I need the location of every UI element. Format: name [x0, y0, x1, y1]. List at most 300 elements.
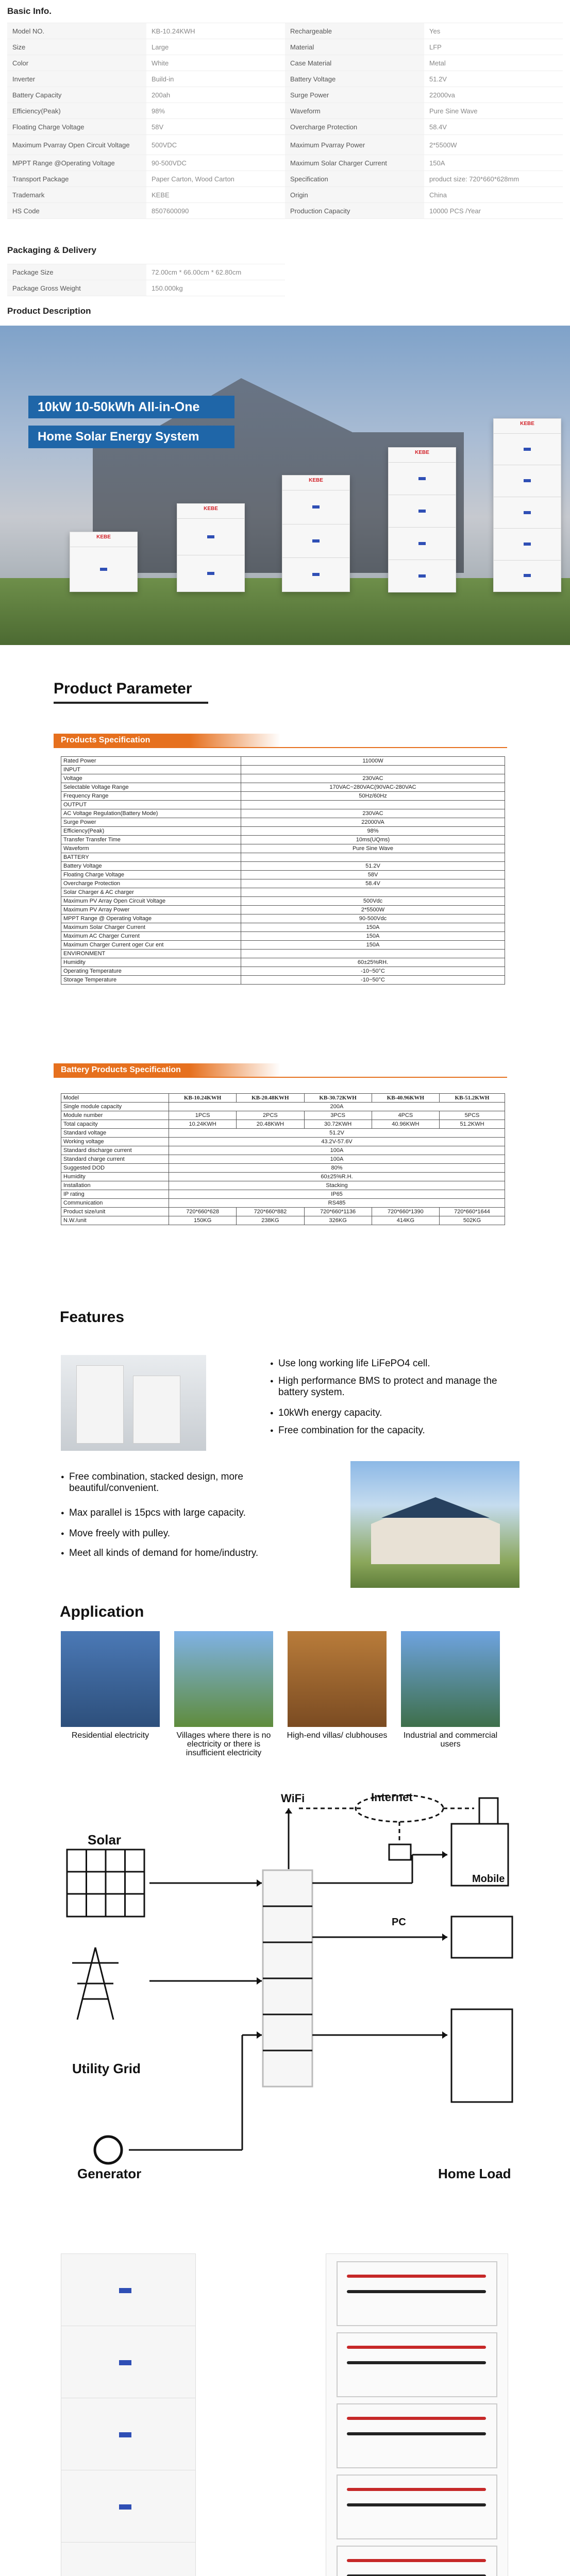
info-key: Production Capacity	[285, 203, 424, 218]
spec-row	[61, 976, 505, 985]
battery-led	[524, 574, 531, 577]
black-cable	[347, 2290, 486, 2293]
info-key: Color	[7, 55, 146, 71]
info-key: MPPT Range @Operating Voltage	[7, 155, 146, 171]
red-cable	[347, 2346, 486, 2349]
spec-row	[61, 1120, 505, 1129]
spec-key: BATTERY	[61, 853, 241, 862]
info-key: Rechargeable	[285, 23, 424, 39]
feature-bullet: ● Free combination for the capacity.	[278, 1425, 515, 1436]
info-value: 8507600090	[152, 207, 189, 215]
tv-icon	[451, 1917, 512, 1958]
application-caption: High-end villas/ clubhouses	[287, 1731, 388, 1740]
red-cable	[347, 2275, 486, 2278]
battery-led	[312, 539, 320, 543]
info-value: Yes	[429, 27, 441, 35]
spec-value	[241, 801, 505, 809]
spec-value: 51.2KWH	[440, 1120, 505, 1129]
spec-key: Maximum AC Charger Current	[61, 932, 241, 941]
spec-value: 50Hz/60Hz	[241, 792, 505, 801]
spec-value: RS485	[169, 1199, 505, 1208]
red-cable	[347, 2488, 486, 2491]
info-row	[7, 39, 563, 55]
application-image	[174, 1631, 273, 1727]
battery-led	[119, 2360, 131, 2365]
spec-key: Model	[61, 1094, 169, 1103]
spec-key: ENVIRONMENT	[61, 950, 241, 958]
spec-value: 238KG	[237, 1216, 304, 1225]
spec-row	[61, 766, 505, 774]
black-cable	[347, 2361, 486, 2364]
spec-row	[61, 932, 505, 941]
spec-value: 60±25%RH.	[241, 958, 505, 967]
spec-value	[241, 950, 505, 958]
spec-row	[61, 888, 505, 897]
spec-value: KB-40.96KWH	[372, 1094, 439, 1103]
generator-icon	[95, 2137, 122, 2163]
spec-key: Maximum PV Array Open Circuit Voltage	[61, 897, 241, 906]
spec-key: Installation	[61, 1181, 169, 1190]
spec-key: Humidity	[61, 1173, 169, 1181]
spec-key: IP rating	[61, 1190, 169, 1199]
battery-logo: KEBE	[96, 534, 111, 540]
spec-row	[61, 1190, 505, 1199]
spec-row	[61, 967, 505, 976]
info-key: Maximum Pvarray Power	[285, 135, 424, 155]
spec-key: Single module capacity	[61, 1103, 169, 1111]
spec-value: 60±25%R.H.	[169, 1173, 505, 1181]
info-value: 90-500VDC	[152, 159, 187, 167]
generator-label: Generator	[77, 2166, 142, 2181]
spec-key: Communication	[61, 1199, 169, 1208]
info-value: Paper Carton, Wood Carton	[152, 175, 234, 183]
spec-row	[61, 818, 505, 827]
spec-value: 58.4V	[241, 879, 505, 888]
info-key: Case Material	[285, 55, 424, 71]
spec-key: Standard voltage	[61, 1129, 169, 1138]
application-image	[288, 1631, 387, 1727]
info-key: Package Gross Weight	[7, 280, 146, 296]
info-value: 58.4V	[429, 123, 447, 131]
info-value: 22000va	[429, 91, 455, 99]
spec-row	[61, 914, 505, 923]
product-parameter-title: Product Parameter	[54, 680, 192, 697]
spec-value: 502KG	[440, 1216, 505, 1225]
battery-logo: KEBE	[309, 478, 323, 483]
hero-battery	[282, 475, 350, 592]
battery-module	[337, 2332, 497, 2397]
info-value: 72.00cm * 66.00cm * 62.80cm	[152, 268, 242, 276]
spec-key: AC Voltage Regulation(Battery Mode)	[61, 809, 241, 818]
application-image	[61, 1631, 160, 1727]
arrow-icon	[257, 1977, 262, 1985]
spec-row	[61, 783, 505, 792]
feature-house-image	[350, 1461, 519, 1588]
spec-row	[61, 879, 505, 888]
feature-bullet: ● 10kWh energy capacity.	[278, 1408, 515, 1419]
black-cable	[347, 2432, 486, 2435]
battery-led	[100, 568, 107, 571]
battery-led	[524, 448, 531, 451]
spec-value: 5PCS	[440, 1111, 505, 1120]
info-value: 58V	[152, 123, 164, 131]
pc-icon	[389, 1844, 411, 1860]
battery-led	[524, 479, 531, 482]
info-key: Maximum Pvarray Open Circuit Voltage	[7, 135, 146, 155]
application-caption: Industrial and commercial users	[403, 1731, 498, 1749]
info-row	[7, 264, 285, 280]
spec-key: Storage Temperature	[61, 976, 241, 985]
spec-key: Product size/unit	[61, 1208, 169, 1216]
spec-row	[61, 801, 505, 809]
info-row	[7, 187, 563, 203]
spec-value: Pure Sine Wave	[241, 844, 505, 853]
spec-value: 100A	[169, 1155, 505, 1164]
battery-led	[418, 477, 426, 480]
info-value: 500VDC	[152, 141, 177, 149]
info-value: 150.000kg	[152, 284, 183, 292]
feature-bullet: ● Use long working life LiFePO4 cell.	[278, 1358, 515, 1369]
battery-led	[119, 2432, 131, 2437]
battery-spec-table	[61, 1093, 505, 1225]
battery-led	[119, 2288, 131, 2293]
application-caption: Villages where there is no electricity or there is insufficient electricity	[176, 1731, 271, 1757]
red-cable	[347, 2417, 486, 2420]
info-key: Specification	[285, 171, 424, 187]
info-value: 98%	[152, 107, 165, 115]
spec-row	[61, 827, 505, 836]
spec-row	[61, 897, 505, 906]
spec-key: Selectable Voltage Range	[61, 783, 241, 792]
spec-key: Waveform	[61, 844, 241, 853]
hero-battery	[70, 532, 138, 592]
info-key: Floating Charge Voltage	[7, 119, 146, 134]
spec-value: 11000W	[241, 757, 505, 766]
spec-row	[61, 923, 505, 932]
spec-key: Battery Voltage	[61, 862, 241, 871]
info-key: Material	[285, 39, 424, 55]
spec-key: Floating Charge Voltage	[61, 871, 241, 879]
spec-value: 40.96KWH	[372, 1120, 439, 1129]
battery-module	[337, 2403, 497, 2468]
battery-internal-image	[326, 2253, 508, 2576]
spec-value: 720*660*1390	[372, 1208, 439, 1216]
spec-key: Solar Charger & AC charger	[61, 888, 241, 897]
spec-row	[61, 906, 505, 914]
spec-key: Rated Power	[61, 757, 241, 766]
spec-value: 230VAC	[241, 774, 505, 783]
spec-value: 80%	[169, 1164, 505, 1173]
battery-led	[207, 535, 214, 538]
spec-value: 10ms(UQms)	[241, 836, 505, 844]
info-key: Inverter	[7, 71, 146, 87]
spec-value: 20.48KWH	[237, 1120, 304, 1129]
arrow-icon	[285, 1808, 292, 1814]
spec-value: 150A	[241, 941, 505, 950]
spec-key: Maximum Solar Charger Current	[61, 923, 241, 932]
spec-key: Overcharge Protection	[61, 879, 241, 888]
hero-title: 10kW 10-50kWh All-in-One	[28, 396, 234, 418]
spec-key: OUTPUT	[61, 801, 241, 809]
basic-info-title: Basic Info.	[7, 6, 52, 16]
spec-row	[61, 1103, 505, 1111]
features-title: Features	[60, 1309, 125, 1326]
info-row	[7, 87, 563, 103]
spec-value: 230VAC	[241, 809, 505, 818]
spec-value: Stacking	[169, 1181, 505, 1190]
info-row	[7, 280, 285, 296]
spec-row	[61, 1138, 505, 1146]
info-key: Transport Package	[7, 171, 146, 187]
spec-value: 150A	[241, 932, 505, 941]
battery-module	[337, 2261, 497, 2326]
spec-value	[241, 853, 505, 862]
info-key: Package Size	[7, 264, 146, 280]
info-value: 2*5500W	[429, 141, 457, 149]
mobile-label: Mobile	[472, 1873, 505, 1885]
info-row	[7, 155, 563, 171]
info-key: Model NO.	[7, 23, 146, 39]
packaging-title: Packaging & Delivery	[7, 245, 96, 255]
spec-row	[61, 941, 505, 950]
info-value: 200ah	[152, 91, 171, 99]
arrow-icon	[442, 2031, 447, 2039]
info-value: LFP	[429, 43, 442, 51]
feature-bullet: ● Max parallel is 15pcs with large capacity.	[69, 1507, 291, 1519]
black-cable	[347, 2503, 486, 2506]
info-row	[7, 71, 563, 87]
info-key: Overcharge Protection	[285, 119, 424, 134]
spec-key: Module number	[61, 1111, 169, 1120]
arrow-icon	[257, 2031, 262, 2039]
info-row	[7, 135, 563, 155]
spec-value: -10~50°C	[241, 976, 505, 985]
spec-value: KB-51.2KWH	[440, 1094, 505, 1103]
info-row	[7, 23, 563, 39]
products-spec-table	[61, 756, 505, 985]
spec-key: Efficiency(Peak)	[61, 827, 241, 836]
spec-value: 200A	[169, 1103, 505, 1111]
spec-row	[61, 1129, 505, 1138]
spec-row	[61, 871, 505, 879]
battery-led	[418, 542, 426, 545]
info-value: China	[429, 191, 447, 199]
feature-bullet: ● Free combination, stacked design, more beautiful/convenient.	[69, 1471, 291, 1494]
spec-value: 2*5500W	[241, 906, 505, 914]
spec-row	[61, 1111, 505, 1120]
info-key: Size	[7, 39, 146, 55]
spec-row	[61, 958, 505, 967]
spec-value: KB-20.48KWH	[237, 1094, 304, 1103]
spec-value: 1PCS	[169, 1111, 237, 1120]
info-row	[7, 55, 563, 71]
spec-value: KB-10.24KWH	[169, 1094, 237, 1103]
battery-led	[418, 510, 426, 513]
battery-led	[524, 511, 531, 514]
info-key: Origin	[285, 187, 424, 202]
red-cable	[347, 2559, 486, 2562]
spec-key: Working voltage	[61, 1138, 169, 1146]
spec-row	[61, 1208, 505, 1216]
info-key: Maximum Solar Charger Current	[285, 155, 424, 171]
battery-logo: KEBE	[415, 450, 429, 455]
spec-row	[61, 1181, 505, 1190]
battery-led	[524, 543, 531, 546]
spec-value: 43.2V-57.6V	[169, 1138, 505, 1146]
spec-value: 51.2V	[169, 1129, 505, 1138]
hero-battery	[388, 447, 456, 592]
info-value: 51.2V	[429, 75, 447, 83]
info-value: Build-in	[152, 75, 174, 83]
battery-led	[207, 572, 214, 575]
spec-row	[61, 844, 505, 853]
info-key: Surge Power	[285, 87, 424, 103]
grid-label: Utility Grid	[72, 2061, 141, 2076]
product-description-title: Product Description	[7, 306, 91, 316]
spec-value: 720*660*628	[169, 1208, 237, 1216]
battery-module	[337, 2475, 497, 2539]
info-row	[7, 171, 563, 187]
spec-key: Voltage	[61, 774, 241, 783]
info-row	[7, 103, 563, 119]
battery-led	[312, 573, 320, 576]
packaging-table	[7, 264, 285, 296]
spec-row	[61, 757, 505, 766]
info-key: Waveform	[285, 103, 424, 118]
ribbon-line	[54, 1077, 507, 1078]
pc-label: PC	[392, 1917, 406, 1928]
spec-value: 10.24KWH	[169, 1120, 237, 1129]
info-value: KEBE	[152, 191, 170, 199]
ribbon-line	[54, 747, 507, 748]
spec-value: 51.2V	[241, 862, 505, 871]
arrow-icon	[442, 1851, 447, 1858]
home-load-label: Home Load	[438, 2166, 511, 2181]
info-key: Trademark	[7, 187, 146, 202]
spec-value: 720*660*1136	[304, 1208, 372, 1216]
mobile-icon	[479, 1798, 498, 1827]
spec-key: Humidity	[61, 958, 241, 967]
battery-front-image	[61, 2253, 196, 2576]
spec-value: 170VAC~280VAC(90VAC-280VAC	[241, 783, 505, 792]
wifi-label: WiFi	[281, 1792, 305, 1805]
spec-key: MPPT Range @ Operating Voltage	[61, 914, 241, 923]
arrow-icon	[257, 1879, 262, 1887]
spec-value: 326KG	[304, 1216, 372, 1225]
info-value: 10000 PCS /Year	[429, 207, 481, 215]
spec-key: Standard charge current	[61, 1155, 169, 1164]
info-value: Large	[152, 43, 169, 51]
spec-row	[61, 774, 505, 783]
battery-logo: KEBE	[204, 506, 218, 512]
battery-led	[312, 505, 320, 509]
spec-row	[61, 1164, 505, 1173]
spec-value: 720*660*882	[237, 1208, 304, 1216]
info-key: Battery Capacity	[7, 87, 146, 103]
spec-value: 150KG	[169, 1216, 237, 1225]
spec-value: 30.72KWH	[304, 1120, 372, 1129]
feature-bullet: ● High performance BMS to protect and manage the battery system.	[278, 1376, 515, 1398]
info-key: Efficiency(Peak)	[7, 103, 146, 118]
spec-row	[61, 1146, 505, 1155]
fridge-icon	[451, 2009, 512, 2102]
battery-led	[119, 2504, 131, 2510]
arrow-icon	[442, 1934, 447, 1941]
spec-key: Transfer Transfer Time	[61, 836, 241, 844]
spec-key: Standard discharge current	[61, 1146, 169, 1155]
info-value: Pure Sine Wave	[429, 107, 478, 115]
spec-value: 98%	[241, 827, 505, 836]
info-value: Metal	[429, 59, 446, 67]
spec-key: Operating Temperature	[61, 967, 241, 976]
spec-value	[241, 888, 505, 897]
hero-battery	[177, 503, 245, 592]
spec-value: 500Vdc	[241, 897, 505, 906]
spec-value: IP65	[169, 1190, 505, 1199]
spec-row	[61, 1199, 505, 1208]
spec-key: Maximum Charger Current oger Cur ent	[61, 941, 241, 950]
application-image	[401, 1631, 500, 1727]
spec-value: KB-30.72KWH	[304, 1094, 372, 1103]
spec-key: N.W./unit	[61, 1216, 169, 1225]
battery-logo: KEBE	[520, 421, 534, 427]
application-caption: Residential electricity	[71, 1731, 149, 1740]
spec-value: 22000VA	[241, 818, 505, 827]
title-underline	[54, 702, 208, 704]
spec-value: 4PCS	[372, 1111, 439, 1120]
spec-value: -10~50°C	[241, 967, 505, 976]
info-key: Battery Voltage	[285, 71, 424, 87]
spec-key: INPUT	[61, 766, 241, 774]
spec-row	[61, 1094, 505, 1103]
feature-bullet: ● Meet all kinds of demand for home/industry.	[69, 1548, 291, 1559]
battery-module	[61, 2543, 195, 2576]
spec-row	[61, 862, 505, 871]
info-key: HS Code	[7, 203, 146, 218]
application-title: Application	[60, 1603, 144, 1620]
spec-row	[61, 792, 505, 801]
battery-led	[418, 574, 426, 578]
spec-value: 100A	[169, 1146, 505, 1155]
internet-label: Internet	[371, 1791, 413, 1804]
spec-row	[61, 1155, 505, 1164]
spec-row	[61, 950, 505, 958]
info-value: product size: 720*660*628mm	[429, 175, 519, 183]
spec-row	[61, 853, 505, 862]
spec-value: 150A	[241, 923, 505, 932]
spec-key: Total capacity	[61, 1120, 169, 1129]
info-value: White	[152, 59, 169, 67]
info-value: 150A	[429, 159, 445, 167]
spec-key: Suggested DOD	[61, 1164, 169, 1173]
info-row	[7, 119, 563, 135]
spec-key: Frequency Range	[61, 792, 241, 801]
spec-row	[61, 836, 505, 844]
spec-row	[61, 1216, 505, 1225]
spec-row	[61, 809, 505, 818]
info-value: KB-10.24KWH	[152, 27, 195, 35]
spec-key: Surge Power	[61, 818, 241, 827]
spec-key: Maximum PV Array Power	[61, 906, 241, 914]
spec-value: 58V	[241, 871, 505, 879]
spec-value: 90-500Vdc	[241, 914, 505, 923]
basic-info-table	[7, 23, 563, 219]
spec-value	[241, 766, 505, 774]
hero-subtitle: Home Solar Energy System	[28, 426, 234, 448]
hero-banner	[0, 326, 570, 645]
feature-battery-image	[61, 1355, 206, 1451]
info-row	[7, 203, 563, 219]
